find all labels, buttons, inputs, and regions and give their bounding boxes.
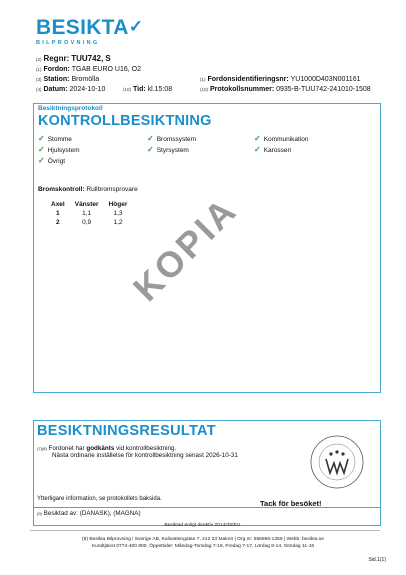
checkmark-icon: ✓: [147, 145, 154, 154]
station-value: Bromölla: [71, 76, 100, 83]
swedac-seal: [308, 433, 366, 495]
checkmark-icon: ✓: [147, 134, 154, 143]
logo-subtitle: BILPROVNING: [36, 40, 100, 46]
checkmark-icon: ✓: [254, 145, 261, 154]
check-item-stomme: ✓ Stomme: [38, 134, 72, 143]
checkmark-icon: ✓: [38, 134, 45, 143]
logo-name: BESIKTA: [36, 16, 129, 39]
result-box: [33, 420, 381, 526]
checkmark-icon: ✓: [254, 134, 261, 143]
divider: [34, 507, 380, 508]
protokoll-value: 0935-B-TUU742-241010-1508: [276, 86, 371, 93]
fordon-value: TGAB EURO U16, O2: [71, 66, 141, 73]
axle-table: [46, 201, 132, 227]
protocol-tag: Besiktningsprotokoll: [38, 105, 103, 112]
fordon-row: (1) Fordon: TGAB EURO U16, O2: [36, 66, 141, 73]
result-heading: BESIKTNINGSRESULTAT: [37, 423, 216, 439]
fordon-label: Fordon:: [43, 66, 70, 73]
swedac-seal-icon: [308, 433, 366, 495]
check-icon: ✓: [128, 17, 144, 36]
customer-service-info: Kundtjänst 0774-400 800, Öppettider: Måndag-Torsdag 7-18, Fredag 7-17, Lördag 8-14, Söndag 11-16: [91, 544, 315, 549]
fordonsid-label: Fordonsidentifieringsnr:: [207, 76, 289, 83]
inspected-by: (9) Besiktad av: (DANASK), (MAGNA): [37, 510, 141, 517]
right-header: Höger: [108, 201, 128, 208]
result-approved-line: (7)(8) Fordonet har godkänts vid kontrollbesiktning.: [37, 445, 177, 452]
directive-text: Besiktad enligt direktiv 2014/45/EU.: [164, 523, 242, 528]
brake-control: Bromskontroll: Rullbromsprovare: [38, 186, 138, 193]
regnr-row: (2) Regnr: TUU742, S: [36, 54, 111, 63]
tid-row: (10) Tid: kl.15:08: [123, 86, 173, 93]
check-item-styrsystem: ✓ Styrsystem: [147, 145, 189, 154]
fordonsid-row: (1) Fordonsidentifieringsnr: YU1000D403N001161: [200, 76, 361, 83]
check-item-bromssystem: ✓ Bromssystem: [147, 134, 197, 143]
checkmark-icon: ✓: [38, 156, 45, 165]
tid-label: Tid:: [132, 86, 146, 93]
axle-header: Axel: [51, 201, 65, 208]
check-item-karosseri: ✓ Karosseri: [254, 145, 292, 154]
checkmark-icon: ✓: [38, 145, 45, 154]
table-row: 1 1,1 1,3: [56, 210, 123, 217]
station-label: Station:: [43, 76, 70, 83]
protocol-heading: KONTROLLBESIKTNING: [38, 113, 212, 129]
more-info-text: Ytterligare information, se protokollets baksida.: [37, 496, 162, 502]
result-next-inspection: Nästa ordinarie inställelse för kontrollbesiktning senast 2026-10-31: [52, 452, 238, 459]
footer-divider: [30, 530, 380, 531]
table-row: 2 0,9 1,2: [56, 219, 123, 226]
check-item-hjulsystem: ✓ Hjulsystem: [38, 145, 80, 154]
company-info: (9) Besikta Bilprovning i Sverige AB, Kalivattengatan 7, 212 23 Malmö | Org.nr: 556865-1359 | Webb: besikta.se: [82, 537, 324, 542]
regnr-label: Regnr:: [43, 54, 70, 63]
check-item-ovrigt: ✓ Övrigt: [38, 156, 66, 165]
check-item-kommunikation: ✓ Kommunikation: [254, 134, 309, 143]
regnr-value: TUU742, S: [71, 54, 111, 63]
datum-value: 2024-10-10: [69, 86, 106, 93]
page-number: Sid.1(1): [368, 557, 386, 563]
besikta-logo: [36, 18, 143, 46]
fordonsid-value: YU1000D403N001161: [290, 76, 361, 83]
station-row: (3) Station: Bromölla: [36, 76, 100, 83]
datum-row: (4) Datum: 2024-10-10: [36, 86, 106, 93]
left-header: Vänster: [74, 201, 99, 208]
thanks-text: Tack för besöket!: [260, 499, 322, 508]
protokoll-row: (10) Protokollsnummer: 0935-B-TUU742-241010-1508: [200, 86, 371, 93]
tid-value: kl.15:08: [147, 86, 173, 93]
kopia-stamp: KOPIA: [125, 188, 246, 309]
protokoll-label: Protokollsnummer:: [209, 86, 275, 93]
datum-label: Datum:: [43, 86, 68, 93]
